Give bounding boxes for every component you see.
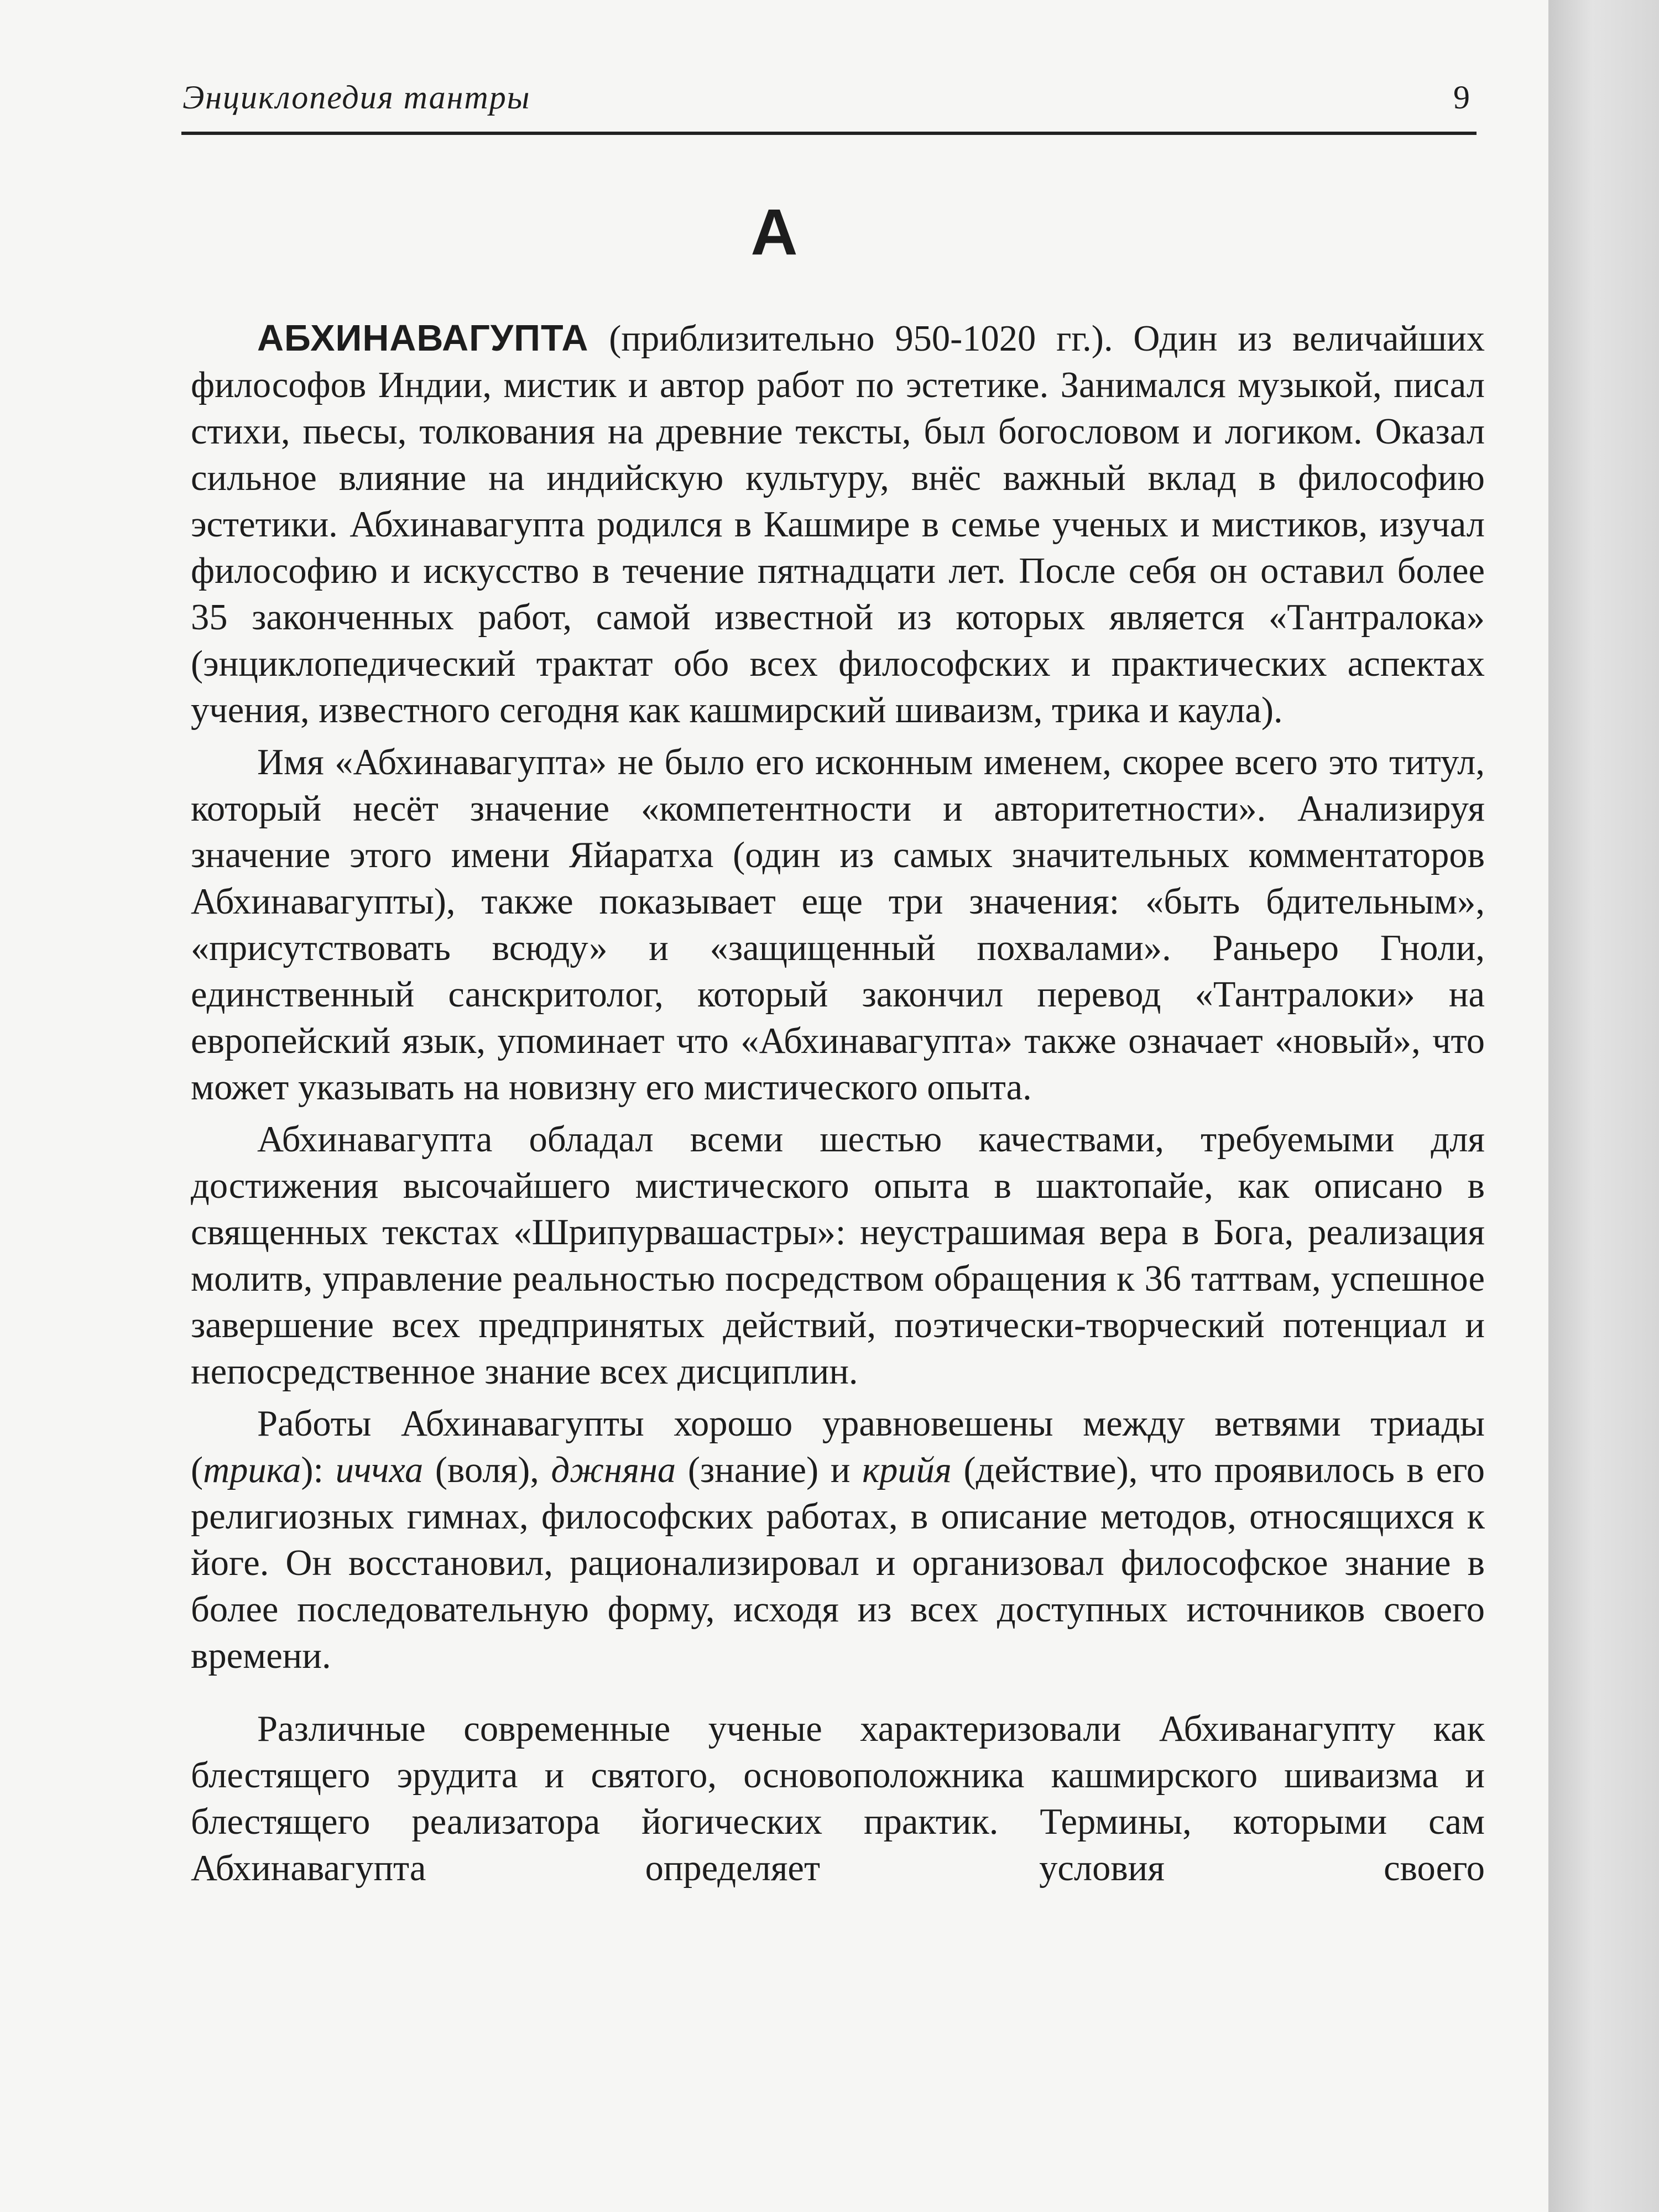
page-number: 9 bbox=[1453, 79, 1470, 116]
paragraph-2: Имя «Абхинавагупта» не было его исконным именем, скорее всего это титул, который несёт значение «компетентности и авторитетности». Анализируя значение этого имени Яйаратха (один из самых значительных комментаторов Абхинавагупты), также показывает еще три значения: «быть бдительным», «присутствовать всюду» и «защищенный похвалами». Раньеро Гноли, единственный санскритолог, который закончил перевод «Тантралоки» на европейский язык, упоминает что «Абхинавагупта» также означает «новый», что может указывать на новизну его мистического опыта. bbox=[191, 742, 1485, 1108]
paragraph-4-text: (воля), bbox=[423, 1450, 551, 1490]
headword: АБХИНАВАГУПТА bbox=[257, 318, 589, 359]
paragraph-5: Различные современные ученые характеризовали Абхиванагупту как блестящего эрудита и святого, основоположника кашмирского шиваизма и блестящего реализатора йогических практик. Термины, которыми сам Абхинавагупта определяет условия своего bbox=[191, 1709, 1485, 1888]
running-head bbox=[182, 79, 1477, 128]
section-letter-heading: А bbox=[750, 196, 798, 269]
italic-term: трика bbox=[203, 1450, 301, 1490]
paragraph-4-text: (действие), что проявилось в его религиозных гимнах, философских работах, в описание методов, относящихся к йоге. Он восстановил, рационализировал и организовал философское знание в более последовательную форму, исходя из всех доступных источников своего времени. bbox=[191, 1450, 1485, 1676]
paragraph-1-text: (приблизительно 950-1020 гг.). Один из величайших философов Индии, мистик и автор работ по эстетике. Занимался музыкой, писал стихи, пьесы, толкования на древние тексты, был богословом и логиком. Оказал сильное влияние на индийскую культуру, внёс важный вклад в философию эстетики. Абхинавагупта родился в Кашмире в семье ученых и мистиков, изучал философию и искусство в течение пятнадцати лет. После себя он оставил более 35 законченных работ, самой известной из которых является «Тантралока» (энциклопедический трактат обо всех философских и практических аспектах учения, известного сегодня как кашмирский шиваизм, трика и каула). bbox=[191, 319, 1485, 731]
italic-term: джняна bbox=[551, 1450, 676, 1490]
header-rule bbox=[181, 132, 1477, 135]
running-head-title: Энциклопедия тантры bbox=[182, 79, 531, 116]
paragraph-4-text: (знание) и bbox=[676, 1450, 863, 1490]
paragraph-4-text: Работы Абхинавагупты хорошо уравновешены между ветвями триады ( bbox=[191, 1404, 1485, 1490]
italic-term: крийя bbox=[862, 1450, 952, 1490]
next-page-edge bbox=[1548, 0, 1659, 2212]
italic-term: иччха bbox=[335, 1450, 424, 1490]
paragraph-1 bbox=[191, 315, 1485, 734]
paragraph-3: Абхинавагупта обладал всеми шестью качествами, требуемыми для достижения высочайшего мистического опыта в шактопайе, как описано в священных текстах «Шрипурвашастры»: неустрашимая вера в Бога, реализация молитв, управление реальностью посредством обращения к 36 таттвам, успешное завершение всех предпринятых действий, поэтически-творческий потенциал и непосредственное знание всех дисциплин. bbox=[191, 1119, 1485, 1392]
paragraph-4 bbox=[191, 1401, 1485, 1679]
paragraph-4-text: ): bbox=[301, 1450, 336, 1490]
article-body bbox=[191, 315, 1485, 1892]
